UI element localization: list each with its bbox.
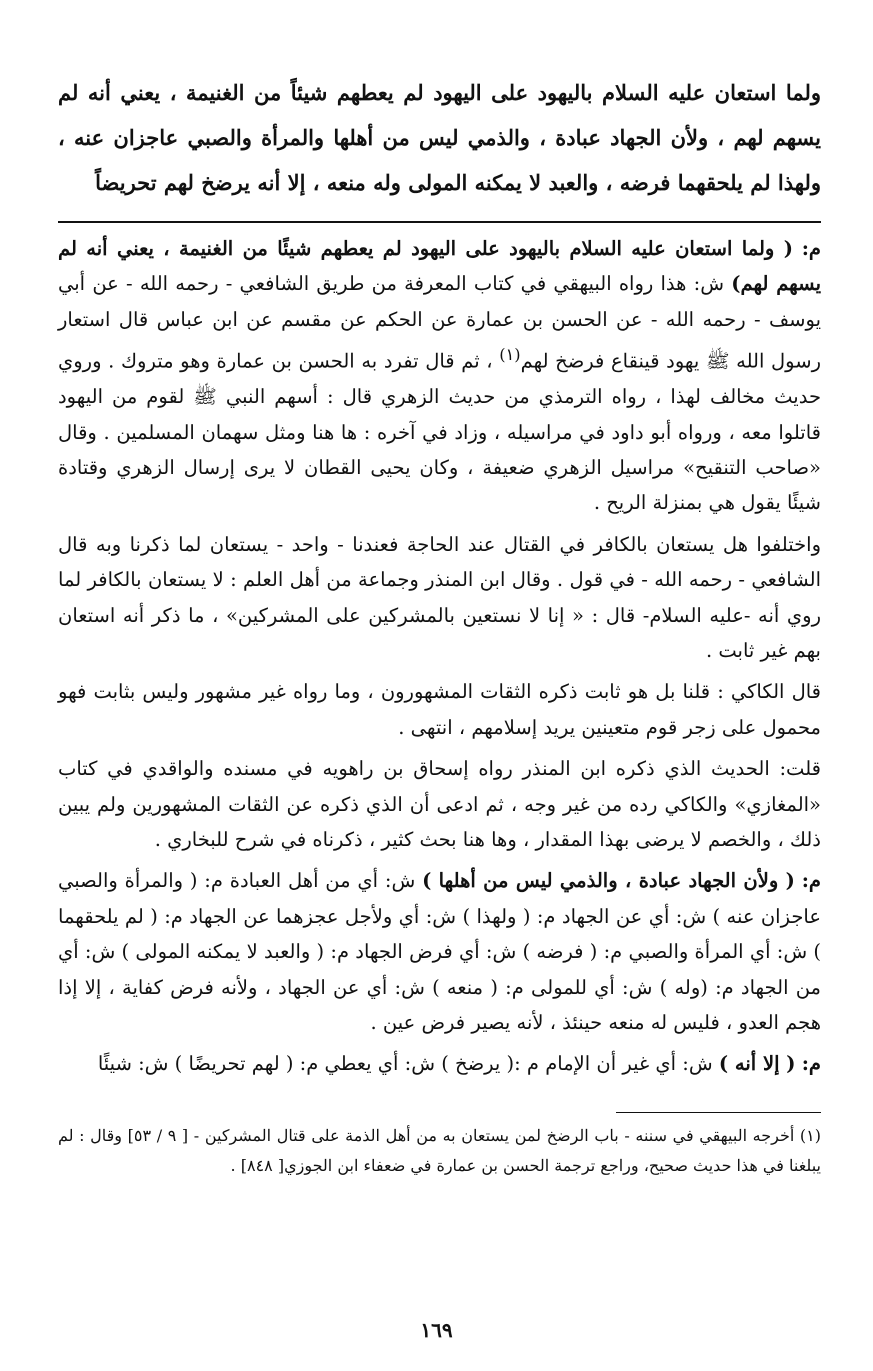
footnote-separator bbox=[616, 1112, 821, 1113]
footnote-marker: (١) bbox=[799, 1125, 822, 1145]
sharh-paragraph-5 bbox=[58, 863, 821, 1040]
matn-separator bbox=[58, 221, 821, 223]
matn-quote: ( إلا أنه ) bbox=[718, 1052, 796, 1076]
sharh-paragraph-2: واختلفوا هل يستعان بالكافر في القتال عند الحاجة فعندنا - واحد - يستعان لما ذكرنا وبه قال الشافعي - رحمه الله - في قول . وقال ابن المنذر وجماعة من أهل العلم : لا يستعان بالكافر لما روي أنه -عليه السلام- قال : « إنا لا نستعين بالمشركين على المشركين» ، ما ذكر أنه استعان بهم غير ثابت . bbox=[58, 532, 821, 662]
footnote-text: أخرجه البيهقي في سننه - باب الرضخ لمن يستعان به من أهل الذمة على قتال المشركين - [ ٩ / ٥٣] وقال : لم يبلغنا في هذا حديث صحيح، وراجع ترجمة الحسن بن عمارة في ضعفاء ابن الجوزي[ ٨٤٨] . bbox=[58, 1125, 821, 1175]
footnote-reference: (١) bbox=[499, 345, 521, 365]
sharh-paragraph-6 bbox=[58, 1046, 821, 1081]
sharh-paragraph-3: قال الكاكي : قلنا بل هو ثابت ذكره الثقات المشهورون ، وما رواه غير مشهور وليس بثابت فهو محمول على زجر قوم متعينين يريد إسلامهم ، انتهى . bbox=[58, 680, 821, 739]
sharh-paragraph-4: قلت: الحديث الذي ذكره ابن المنذر رواه إسحاق بن راهويه في مسنده والواقدي في كتاب «المغازي» والكاكي رده من غير وجه ، ثم ادعى أن الذي ذكره عن الثقات المشهورين ولم يبين ذلك ، والخصم لا يرضى بهذا المقدار ، وها هنا بحث كثير ، ذكرناه في شرح للبخاري . bbox=[58, 757, 821, 851]
footnote bbox=[58, 1121, 821, 1181]
matn-quote: ( ولأن الجهاد عبادة ، والذمي ليس من أهلها ) bbox=[422, 869, 795, 893]
sharh-section bbox=[58, 231, 821, 1082]
sharh-text: ، ثم قال تفرد به الحسن بن عمارة وهو متروك . وروي حديث مخالف لهذا ، رواه الترمذي من حديث الزهري قال : أسهم النبي ﷺ لقوم من اليهود قاتلوا معه ، ورواه أبو داود في مراسيله ، وزاد في آخره : ها هنا ومثل سهمان المسلمين . وقال «صاحب التنقيح» مراسيل الزهري ضعيفة ، وكان يحيى القطان لا يرى إرسال الزهري وقتادة شيئًا يقول هي بمنزلة الريح . bbox=[58, 349, 821, 515]
sharh-paragraph-1 bbox=[58, 231, 821, 521]
page-number: ١٦٩ bbox=[420, 1318, 453, 1342]
page-body bbox=[58, 70, 821, 1181]
sharh-text: ش: أي غير أن الإمام م :( يرضخ ) ش: أي يعطي م: ( لهم تحريضًا ) ش: شيئًا bbox=[97, 1052, 713, 1076]
matn-marker: م: bbox=[801, 869, 821, 893]
sharh-text: ش: أي من أهل العبادة م: ( والمرأة والصبي عاجزان عنه ) ش: أي عن الجهاد م: ( ولهذا ) ش: أي ولأجل عجزهما عن الجهاد م: ( لم يلحقهما ) ش: أي المرأة والصبي م: ( فرضه ) ش: أي فرض الجهاد م: ( والعبد لا يمكنه المولى ) ش: أي من الجهاد م: (وله ) ش: أي للمولى م: ( منعه ) ش: أي عن الجهاد ، ولأنه فرض كفاية ، إلا إذا هجم العدو ، فليس له منعه حينئذ ، لأنه يصير فرض عين . bbox=[58, 869, 821, 1035]
matn-marker: م: bbox=[801, 237, 821, 260]
matn-quote: ( ولما استعان عليه السلام باليهود على اليهود لم يعطهم شيئًا من الغنيمة ، يعني أنه لم يسهم لهم) bbox=[58, 237, 821, 296]
matn-marker: م: bbox=[801, 1052, 821, 1076]
sharh-text: ش: هذا رواه البيهقي في كتاب المعرفة من طريق الشافعي - رحمه الله - عن أبي يوسف - رحمه الله - عن الحسن بن عمارة عن الحكم عن مقسم عن ابن عباس قال استعار رسول الله ﷺ يهود قينقاع فرضخ لهم bbox=[58, 272, 822, 373]
matn-text: ولما استعان عليه السلام باليهود على اليهود لم يعطهم شيئاً من الغنيمة ، يعني أنه لم يسهم لهم ، ولأن الجهاد عبادة ، والذمي ليس من أهلها والمرأة والصبي عاجزان عنه ، ولهذا لم يلحقهما فرضه ، والعبد لا يمكنه المولى وله منعه ، إلا أنه يرضخ لهم تحريضاً bbox=[58, 80, 821, 195]
